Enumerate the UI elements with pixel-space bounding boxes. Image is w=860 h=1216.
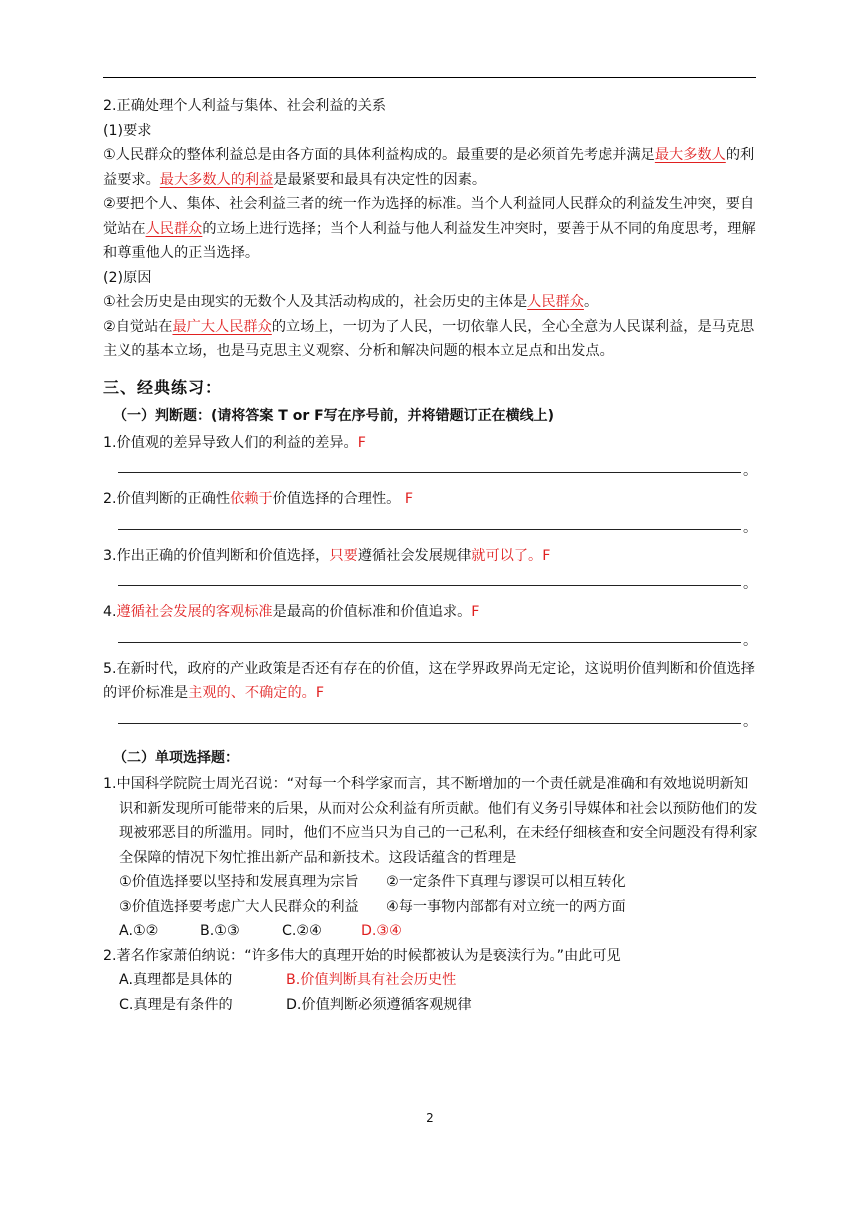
question-number: 3. xyxy=(103,547,117,564)
tf-question-4 xyxy=(103,600,759,625)
question-text: 作出正确的价值判断和价值选择， xyxy=(116,547,330,564)
item2-text-b: 的立场上进行选择；当个人利益与他人利益发生冲突时，要善于从不同的角度思考，理解和尊重他人的正当选择。 xyxy=(103,220,756,261)
option-a[interactable]: A.真理都是具体的 xyxy=(119,972,233,988)
correction-line[interactable] xyxy=(118,512,759,544)
reason2-text-a: ②自觉站在 xyxy=(103,318,173,335)
option-b-correct[interactable]: B.价值判断具有社会历史性 xyxy=(286,972,457,988)
section3-heading: 三、经典练习： xyxy=(103,377,223,397)
answer-highlight: 最大多数人的利益 xyxy=(159,171,274,188)
mc1-statements-row-2 xyxy=(103,895,759,920)
answer-highlight: 最大多数人 xyxy=(654,147,726,163)
correction-line[interactable] xyxy=(118,455,759,487)
reason-item-1 xyxy=(103,290,759,315)
option-a[interactable]: A.①② xyxy=(119,923,159,939)
error-highlight: 只要 xyxy=(329,547,358,564)
answer-mark: F xyxy=(542,547,551,564)
tf-question-2 xyxy=(103,487,759,512)
mc2-options-row-2 xyxy=(103,993,759,1018)
item1-text-b: 的利益要求。 xyxy=(103,147,755,188)
correction-line[interactable] xyxy=(118,706,759,738)
section2-heading: 2.正确处理个人利益与集体、社会利益的关系 xyxy=(103,98,387,114)
line-end-mark: 。 xyxy=(743,632,758,649)
answer-mark: F xyxy=(404,491,414,507)
reasons-label: (2)原因 xyxy=(103,269,152,286)
mc-question-2-stem: 2.著名作家萧伯纳说：“许多伟大的真理开始的时候都被认为是亵渎行为。”由此可见 xyxy=(103,947,621,964)
correction-line[interactable] xyxy=(118,625,759,657)
answer-mark: F xyxy=(315,685,325,701)
blank-line xyxy=(118,723,741,724)
requirements-label: (1)要求 xyxy=(103,122,152,139)
header-rule xyxy=(103,77,756,78)
statement-2: ②一定条件下真理与谬误可以相互转化 xyxy=(386,874,626,890)
tf-question-3 xyxy=(103,544,759,569)
option-d[interactable]: D.价值判断必须遵循客观规律 xyxy=(286,996,472,1013)
blank-line xyxy=(118,472,741,473)
option-d-correct[interactable]: D.③④ xyxy=(361,923,402,939)
blank-line xyxy=(118,529,741,530)
mc2-options-row-1 xyxy=(103,968,759,993)
correction-line[interactable] xyxy=(118,568,759,600)
page-content xyxy=(103,94,759,1017)
question-number: 5. xyxy=(103,660,117,677)
error-highlight: 就可以了 xyxy=(471,547,529,564)
line-end-mark: 。 xyxy=(743,576,758,592)
question-text: 是最高的价值标准和价值追求。 xyxy=(272,604,472,620)
error-highlight: 主观的、不确定的 xyxy=(188,685,302,701)
question-text: 价值选择的合理性。 xyxy=(272,491,405,507)
question-text: 在新时代，政府的产业政策是否还有存在的价值，这在学界政界尚无定论，这说明价值判断和价值选择的评价标准是 xyxy=(103,660,755,701)
question-text: 遵循社会发展规律 xyxy=(357,547,472,564)
page-number: 2 xyxy=(426,1111,434,1125)
reason1-text-a: ①社会历史是由现实的无数个人及其活动构成的，社会历史的主体是 xyxy=(103,294,528,310)
blank-line xyxy=(118,585,741,586)
mc1-options xyxy=(103,919,759,944)
error-highlight: 依赖于 xyxy=(230,491,273,507)
reason1-text-b: 。 xyxy=(583,294,599,310)
question-text: 价值判断的正确性 xyxy=(116,491,231,507)
reason-item-2 xyxy=(103,315,759,364)
tf-question-1 xyxy=(103,431,759,456)
line-end-mark: 。 xyxy=(743,713,758,730)
requirement-item-1 xyxy=(103,143,759,192)
question-number: 1. xyxy=(103,434,117,451)
statement-3: ③价值选择要考虑广大人民群众的利益 xyxy=(119,898,359,915)
answer-highlight: 人民群众 xyxy=(145,220,203,237)
question-number: 2. xyxy=(103,491,117,507)
question-text: 。 xyxy=(528,547,543,564)
mc-question-1-stem: 1.中国科学院院士周光召说：“对每一个科学家而言，其不断增加的一个责任就是准确和有效地说明新知识和新发现所可能带来的后果，从而对公众利益有所贡献。他们有义务引导媒体和社会以预防他们的发现被邪恶目的所滥用。同时，他们不应当只为自己的一己私利，在未经仔细核查和安全问题没有得利家全保障的情况下匆忙推出新产品和新技术。这段话蕴含的哲理是 xyxy=(103,776,758,866)
tf-question-5 xyxy=(103,657,759,706)
option-c[interactable]: C.②④ xyxy=(282,923,322,939)
item1-text-a: ①人民群众的整体利益总是由各方面的具体利益构成的。最重要的是必须首先考虑并满足 xyxy=(103,147,655,163)
question-text: 。 xyxy=(301,685,316,701)
question-text: 价值观的差异导致人们的利益的差异。 xyxy=(116,434,358,451)
line-end-mark: 。 xyxy=(743,463,758,479)
mc1-statements-row-1 xyxy=(103,870,759,895)
answer-mark: F xyxy=(357,434,366,451)
reason2-text-b: 的立场上，一切为了人民，一切依靠人民，全心全意为人民谋利益，是马克思主义的基本立场，也是马克思主义观察、分析和解决问题的根本立足点和出发点。 xyxy=(103,318,755,359)
blank-line xyxy=(118,642,741,643)
statement-1: ①价值选择要以坚持和发展真理为宗旨 xyxy=(119,874,359,890)
question-number: 4. xyxy=(103,604,117,620)
answer-highlight: 人民群众 xyxy=(527,294,584,310)
item1-text-c: 是最紧要和最具有决定性的因素。 xyxy=(273,171,487,188)
option-c[interactable]: C.真理是有条件的 xyxy=(119,996,233,1013)
requirement-item-2 xyxy=(103,192,759,266)
option-b[interactable]: B.①③ xyxy=(200,923,240,939)
line-end-mark: 。 xyxy=(743,519,758,536)
error-highlight: 遵循社会发展的客观标准 xyxy=(116,604,273,620)
statement-4: ④每一事物内部都有对立统一的两方面 xyxy=(386,898,626,915)
answer-mark: F xyxy=(471,604,480,620)
true-false-heading: （一）判断题：(请将答案 T or F写在序号前，并将错题订正在横线上) xyxy=(113,408,555,424)
multiple-choice-heading: （二）单项选择题： xyxy=(113,749,239,766)
answer-highlight: 最广大人民群众 xyxy=(172,318,272,335)
item2-text-a: ②要把个人、集体、社会利益三者的统一作为选择的标准。当个人利益同人民群众的利益发生冲突，要自觉站在 xyxy=(103,196,755,237)
